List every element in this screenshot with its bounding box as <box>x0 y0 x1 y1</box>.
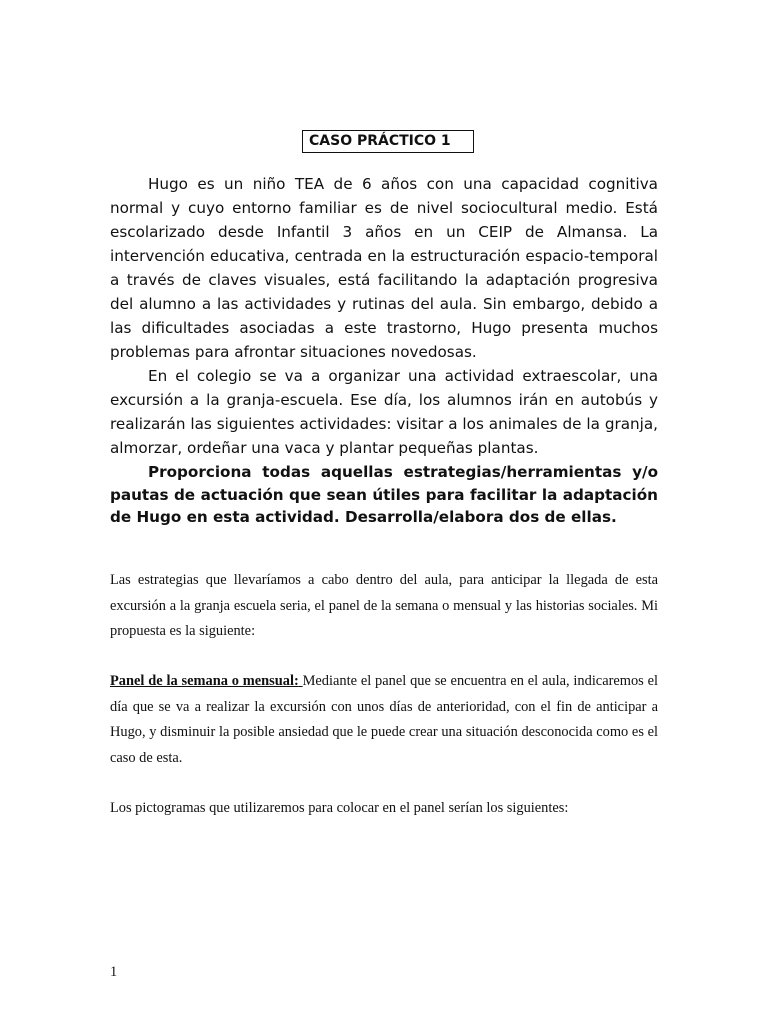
case-question: Proporciona todas aquellas estrategias/herramientas y/o pautas de actuación que sean útiles para facilitar la adaptación de Hugo en esta actividad. Desarrolla/elabora dos de ellas. <box>110 463 658 526</box>
page-number: 1 <box>110 964 118 980</box>
panel-paragraph <box>110 669 658 771</box>
case-statement <box>110 172 658 529</box>
case-paragraph-1: Hugo es un niño TEA de 6 años con una capacidad cognitiva normal y cuyo entorno familiar es de nivel sociocultural medio. Está escolarizado desde Infantil 3 años en un CEIP de Almansa. La intervención educativa, centrada en la estructuración espacio-temporal a través de claves visuales, está facilitando la adaptación progresiva del alumno a las actividades y rutinas del aula. Sin embargo, debido a las dificultades asociadas a este trastorno, Hugo presenta muchos problemas para afrontar situaciones novedosas. <box>110 175 658 361</box>
pictograms-paragraph: Los pictogramas que utilizaremos para colocar en el panel serían los siguientes: <box>110 800 569 816</box>
panel-heading: Panel de la semana o mensual: <box>110 673 299 689</box>
case-paragraph-2: En el colegio se va a organizar una actividad extraescolar, una excursión a la granja-escuela. Ese día, los alumnos irán en autobús y realizarán las siguientes actividades: visitar a los animales de la granja, almorzar, ordeñar una vaca y plantar pequeñas plantas. <box>110 367 658 457</box>
panel-text: Mediante el panel que se encuentra en el aula, indicaremos el día que se va a realizar la excursión con unos días de anterioridad, con el fin de anticipar a Hugo, y disminuir la posible ansiedad que le puede crear una situación desconocida como es el caso de esta. <box>110 673 658 766</box>
answer-intro: Las estrategias que llevaríamos a cabo dentro del aula, para anticipar la llegada de esta excursión a la granja escuela seria, el panel de la semana o mensual y las historias sociales. Mi propuesta es la siguiente: <box>110 572 658 639</box>
case-title: CASO PRÁCTICO 1 <box>302 130 474 153</box>
